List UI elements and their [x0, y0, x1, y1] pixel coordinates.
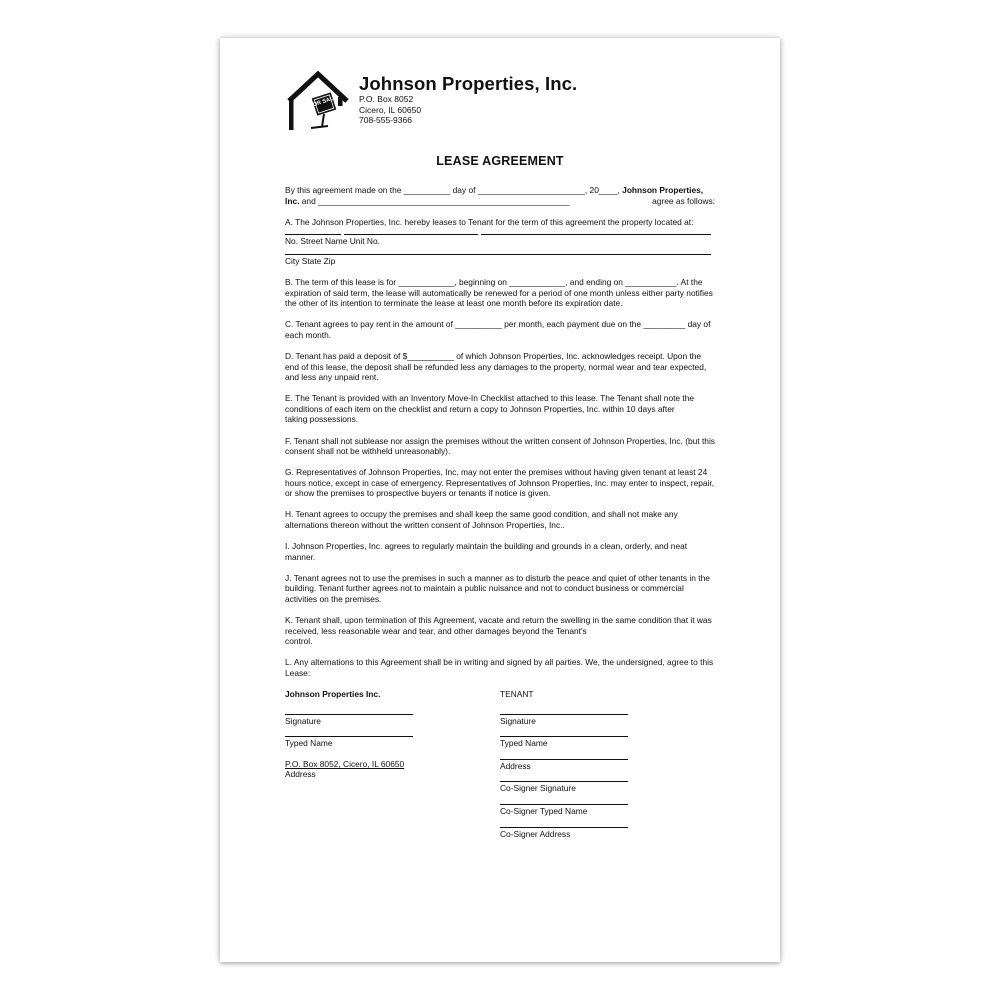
company-block [359, 74, 577, 126]
paragraph-k-tail: control. [285, 636, 313, 647]
paragraph-c: C. Tenant agrees to pay rent in the amount of __________ per month, each payment due on the _________ day of each month. [285, 319, 711, 340]
document-title: LEASE AGREEMENT [436, 154, 564, 168]
address-line1-rules [285, 234, 715, 235]
tenant-signature-label: Signature [500, 715, 536, 726]
tenant-address-field[interactable] [500, 759, 628, 760]
tenant-signature-field[interactable] [500, 714, 628, 715]
cosigner-signature-field[interactable] [500, 781, 628, 782]
property-address-fields [285, 234, 715, 267]
street-number-field[interactable] [285, 234, 341, 235]
paragraph-b: B. The term of this lease is for ____________, beginning on ____________, and ending on ___________. At the expiration of said term, the lease will automatically be renewed for a period of one month unless either party notifies the other of its intention to terminate the lease at least one month before its expiration date. [285, 276, 713, 309]
cosigner-address-label: Co-Signer Address [500, 828, 571, 839]
address-line2-rules [285, 254, 715, 255]
cosigner-typed-name-field[interactable] [500, 804, 628, 805]
tenant-signature-column [500, 689, 715, 849]
paragraph-j: J. Tenant agrees not to use the premises in such a manner as to disturb the peace and quiet of other tenants in the building. Tenant further agrees not to maintain a public nuisance and not to conduct business or commercial activities on the premises. [285, 572, 710, 605]
paragraph-l: L. Any alternations to this Agreement shall be in writing and signed by all parties. We, the undersigned, agree to this Lease: [285, 657, 714, 678]
landlord-heading: Johnson Properties Inc. [285, 689, 381, 700]
street-name-field[interactable] [344, 234, 478, 235]
paragraph-k [285, 615, 715, 647]
landlord-signature-field[interactable] [285, 714, 413, 715]
paragraph-f: F. Tenant shall not sublease nor assign the premises without the written consent of Johnson Properties, Inc. (but this consent shall not be withheld unreasonably). [285, 435, 715, 457]
intro-tail: agree as follows: [652, 195, 715, 206]
intro-blank: ______________________________________________________ [318, 195, 570, 206]
tenant-heading: TENANT [500, 689, 534, 700]
tenant-typed-name-field[interactable] [500, 736, 628, 737]
letterhead [285, 68, 715, 134]
cosigner-address-field[interactable] [500, 827, 628, 828]
cosigner-signature-label: Co-Signer Signature [500, 783, 576, 794]
landlord-address-value: P.O. Box 8052, Cicero, IL 60650 [285, 758, 405, 769]
tenant-address-label: Address [500, 760, 531, 771]
paragraph-g: G. Representatives of Johnson Properties, Inc. may not enter the premises without having given tenant at least 24 hours notice, except in case of emergency. Representatives of Johnson Properties, Inc. may enter to inspect, repair, or show the premises to prospective buyers or tenants if notice is given. [285, 467, 715, 499]
paragraph-e-text: E. The Tenant is provided with an Inventory Move-In Checklist attached to this lease. The Tenant shall note the conditions of each item on the checklist and return a copy to Johnson Properties, Inc. within 10 days after [285, 393, 695, 414]
intro-company-name: Johnson Properties, Inc. [285, 185, 704, 206]
landlord-typed-name-field[interactable] [285, 736, 413, 737]
paragraph-d: D. Tenant has paid a deposit of $__________ of which Johnson Properties, Inc. acknowledges receipt. Upon the end of this lease, the deposit shall be refunded less any damages to the property, normal wear and tear expected, and less any unpaid rent. [285, 350, 707, 383]
logo-sign-text: FOR SALE [309, 94, 338, 110]
unit-number-field[interactable] [481, 234, 711, 235]
landlord-signature-label: Signature [285, 715, 321, 726]
landlord-typed-name-label: Typed Name [285, 738, 333, 749]
paragraph-e [285, 393, 715, 425]
intro-text-2: and [299, 195, 319, 206]
landlord-address-label: Address [285, 769, 316, 780]
paragraph-k-text: K. Tenant shall, upon termination of this Agreement, vacate and return the swelling in the same condition that it was received, less reasonable wear and tear, and other damages beyond the Tenant's [285, 615, 712, 636]
paragraph-a: A. The Johnson Properties, Inc. hereby leases to Tenant for the term of this agreement the property located at: [285, 216, 694, 227]
company-address-line1: P.O. Box 8052 [359, 94, 414, 104]
tenant-typed-name-label: Typed Name [500, 738, 548, 749]
city-state-zip-field[interactable] [285, 254, 711, 255]
landlord-signature-column [285, 689, 500, 849]
intro-text-1: By this agreement made on the __________ day of _______________________, 20____, [285, 185, 623, 195]
paragraph-e-tail: taking possessions. [285, 414, 359, 425]
company-name: Johnson Properties, Inc. [359, 73, 578, 94]
paragraph-i: I. Johnson Properties, Inc. agrees to regularly maintain the building and grounds in a clean, orderly, and neat manner. [285, 541, 688, 562]
company-address-line2: Cicero, IL 60650 [359, 104, 422, 115]
signature-section [285, 689, 715, 849]
paragraph-h: H. Tenant agrees to occupy the premises and shall keep the same good condition, and shall not make any alternations thereon without the written consent of Johnson Properties, Inc.. [285, 509, 678, 531]
intro-paragraph [285, 185, 715, 206]
address-line1-label: No. Street Name Unit No. [285, 235, 380, 246]
address-line2-label: City State Zip [285, 256, 336, 267]
house-for-sale-logo-icon [285, 70, 351, 132]
company-phone: 708-555-9366 [359, 115, 412, 125]
cosigner-typed-name-label: Co-Signer Typed Name [500, 806, 588, 817]
document-content [285, 68, 715, 849]
document-page [220, 38, 780, 962]
